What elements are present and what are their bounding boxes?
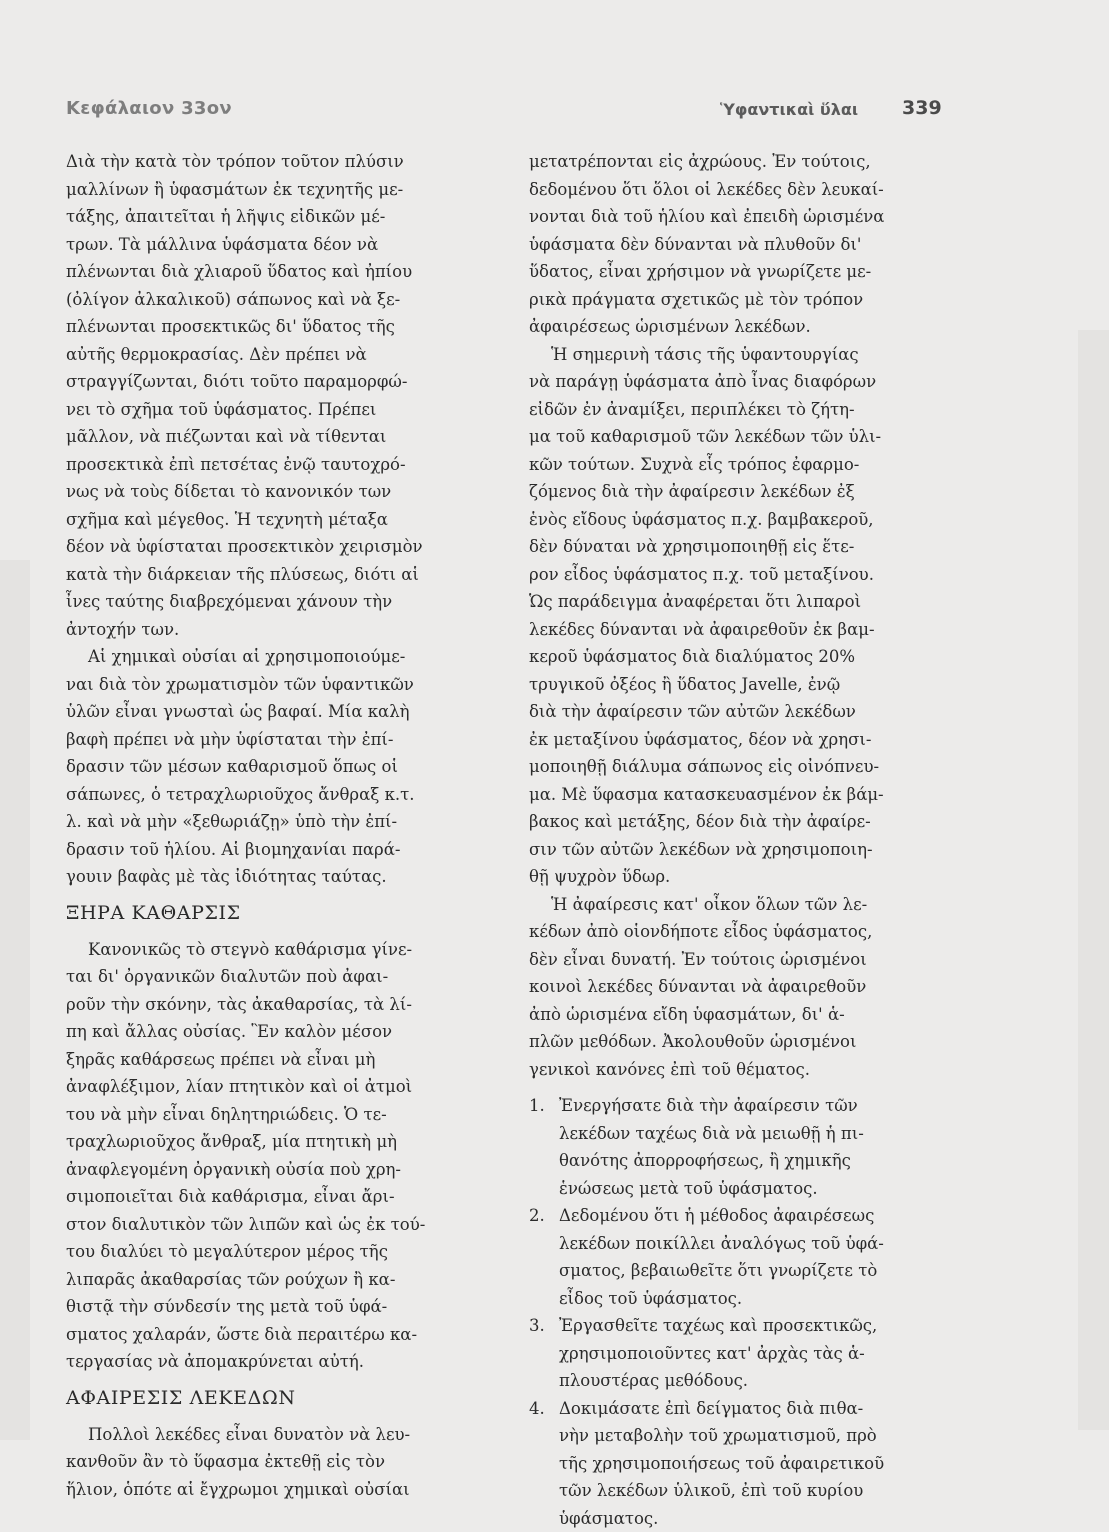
text-line: δέον νὰ ὑφίσταται προσεκτικὸν χειρισμὸν [66,533,476,561]
text-line: νονται διὰ τοῦ ἡλίου καὶ ἐπειδὴ ὡρισμένα [529,203,941,231]
text-line: θανότης ἀπορροφήσεως, ἢ χημικῆς [529,1147,941,1175]
paragraph [66,1421,476,1504]
text-line: τῶν λεκέδων ὑλικοῦ, ἐπὶ τοῦ κυρίου [529,1477,941,1505]
text-line: τρων. Τὰ μάλλινα ὑφάσματα δέον νὰ [66,231,476,259]
text-line: ται δι' ὀργανικῶν διαλυτῶν ποὺ ἀφαι- [66,963,476,991]
text-line: ρον εἶδος ὑφάσματος π.χ. τοῦ μεταξίνου. [529,561,941,589]
text-line: ναι διὰ τὸν χρωματισμὸν τῶν ὑφαντικῶν [66,671,476,699]
text-line: βαφὴ πρέπει νὰ μὴν ὑφίσταται τὴν ἐπί- [66,726,476,754]
paragraph [529,148,941,341]
text-line: χρησιμοποιοῦντες κατ' ἀρχὰς τὰς ἁ- [529,1340,941,1368]
text-line: Κανονικῶς τὸ στεγνὸ καθάρισμα γίνε- [66,936,476,964]
text-line: τάξης, ἀπαιτεῖται ἡ λῆψις εἰδικῶν μέ- [66,203,476,231]
text-line: βακος καὶ μετάξης, δέον διὰ τὴν ἀφαίρε- [529,808,941,836]
text-line: δὲν δύναται νὰ χρησιμοποιηθῇ εἰς ἕτε- [529,533,941,561]
text-line: Ὡς παράδειγμα ἀναφέρεται ὅτι λιπαροὶ [529,588,941,616]
list-item [529,1395,941,1532]
section-heading-dry-cleaning: ΞΗΡΑ ΚΑΘΑΡΣΙΣ [66,896,476,930]
text-line: ἑνώσεως μετὰ τοῦ ὑφάσματος. [529,1175,941,1203]
text-line: σματος, βεβαιωθεῖτε ὅτι γνωρίζετε τὸ [529,1257,941,1285]
text-line: Πολλοὶ λεκέδες εἶναι δυνατὸν νὰ λευ- [66,1421,476,1449]
text-line: ἥλιον, ὁπότε αἱ ἔγχρωμοι χημικαὶ οὐσίαι [66,1476,476,1504]
text-line: θιστᾷ τὴν σύνδεσίν της μετὰ τοῦ ὑφά- [66,1293,476,1321]
text-line: μα. Μὲ ὕφασμα κατασκευασμένον ἐκ βάμ- [529,781,941,809]
paragraph [66,643,476,891]
text-line: σματος χαλαράν, ὥστε διὰ περαιτέρω κα- [66,1321,476,1349]
text-line: λεκέδων ποικίλλει ἀναλόγως τοῦ ὑφά- [529,1230,941,1258]
text-line: αὐτῆς θερμοκρασίας. Δὲν πρέπει νὰ [66,341,476,369]
text-line: ἑνὸς εἴδους ὑφάσματος π.χ. βαμβακεροῦ, [529,506,941,534]
text-line: ὑφάσματος. [529,1505,941,1532]
chapter-header: Κεφάλαιον 33ον [66,98,232,119]
text-line: εἰδῶν ἐν ἀναμίξει, περιπλέκει τὸ ζήτη- [529,396,941,424]
text-line: νὰ παράγῃ ὑφάσματα ἀπὸ ἶνας διαφόρων [529,368,941,396]
text-line: πλένωνται προσεκτικῶς δι' ὕδατος τῆς [66,313,476,341]
text-line: λιπαρᾶς ἀκαθαρσίας τῶν ρούχων ἢ κα- [66,1266,476,1294]
text-line: ρικὰ πράγματα σχετικῶς μὲ τὸν τρόπον [529,286,941,314]
text-line: γουιν βαφὰς μὲ τὰς ἰδιότητας ταύτας. [66,863,476,891]
text-line: κοινοὶ λεκέδες δύνανται νὰ ἀφαιρεθοῦν [529,973,941,1001]
text-line: εἶδος τοῦ ὑφάσματος. [529,1285,941,1313]
text-line: κατὰ τὴν διάρκειαν τῆς πλύσεως, διότι αἱ [66,561,476,589]
text-line: δρασιν τοῦ ἡλίου. Αἱ βιομηχανίαι παρά- [66,836,476,864]
paragraph [66,936,476,1376]
list-item-first-line [529,1202,941,1230]
list-number: 1. [529,1092,545,1120]
section-title: Ὑφαντικαὶ ὕλαι [720,100,858,119]
text-line: ἶνες ταύτης διαβρεχόμεναι χάνουν τὴν [66,588,476,616]
list-number: 4. [529,1395,545,1423]
text-line: σιν τῶν αὐτῶν λεκέδων νὰ χρησιμοποιη- [529,836,941,864]
text-line: ἐκ μεταξίνου ὑφάσματος, δέον νὰ χρησι- [529,726,941,754]
text-line: κεροῦ ὑφάσματος διὰ διαλύματος 20% [529,643,941,671]
paragraph [529,341,941,891]
text-line: νὴν μεταβολὴν τοῦ χρωματισμοῦ, πρὸ [529,1422,941,1450]
text-line: διὰ τὴν ἀφαίρεσιν τῶν αὐτῶν λεκέδων [529,698,941,726]
list-item-first-line [529,1312,941,1340]
text-line: μοποιηθῇ διάλυμα σάπωνος εἰς οἰνόπνευ- [529,753,941,781]
bleed-through-left [0,560,30,1440]
spacer [529,1083,941,1092]
text-line: κανθοῦν ἂν τὸ ὕφασμα ἐκτεθῇ εἰς τὸν [66,1448,476,1476]
text-line: κέδων ἀπὸ οἱονδήποτε εἶδος ὑφάσματος, [529,918,941,946]
text-line: (ὀλίγον ἀλκαλικοῦ) σάπωνος καὶ νὰ ξε- [66,286,476,314]
page-number: 339 [902,97,942,119]
text-line: μα τοῦ καθαρισμοῦ τῶν λεκέδων τῶν ὑλι- [529,423,941,451]
numbered-list [529,1092,941,1532]
text-line: γενικοὶ κανόνες ἐπὶ τοῦ θέματος. [529,1056,941,1084]
text-line: λεκέδες δύνανται νὰ ἀφαιρεθοῦν ἐκ βαμ- [529,616,941,644]
text-line: νει τὸ σχῆμα τοῦ ὑφάσματος. Πρέπει [66,396,476,424]
text-line: ἀπὸ ὡρισμένα εἴδη ὑφασμάτων, δι' ἁ- [529,1001,941,1029]
text-line: Ἐνεργήσατε διὰ τὴν ἀφαίρεσιν τῶν [559,1096,858,1115]
paragraph [529,891,941,1084]
text-line: τραχλωριοῦχος ἄνθραξ, μία πτητικὴ μὴ [66,1128,476,1156]
text-line: νως νὰ τοὺς δίδεται τὸ κανονικόν των [66,478,476,506]
text-line: μετατρέπονται εἰς ἀχρώους. Ἐν τούτοις, [529,148,941,176]
list-item-first-line [529,1092,941,1120]
text-line: μαλλίνων ἢ ὑφασμάτων ἐκ τεχνητῆς με- [66,176,476,204]
paragraph [66,148,476,643]
text-line: ξηρᾶς καθάρσεως πρέπει νὰ εἶναι μὴ [66,1046,476,1074]
text-line: πλῶν μεθόδων. Ἀκολουθοῦν ὡρισμένοι [529,1028,941,1056]
text-line: ὑλῶν εἶναι γνωσταὶ ὡς βαφαί. Μία καλὴ [66,698,476,726]
text-line: ροῦν τὴν σκόνην, τὰς ἀκαθαρσίας, τὰ λί- [66,991,476,1019]
text-line: λεκέδων ταχέως διὰ νὰ μειωθῇ ἡ πι- [529,1120,941,1148]
text-line: σχῆμα καὶ μέγεθος. Ἡ τεχνητὴ μέταξα [66,506,476,534]
text-line: ἀντοχήν των. [66,616,476,644]
text-line: πη καὶ ἄλλας οὐσίας. Ἓν καλὸν μέσον [66,1018,476,1046]
text-line: κῶν τούτων. Συχνὰ εἷς τρόπος ἐφαρμο- [529,451,941,479]
text-line: τρυγικοῦ ὀξέος ἢ ὕδατος Javelle, ἐνῷ [529,671,941,699]
text-line: ἀναφλέξιμον, λίαν πτητικὸν καὶ οἱ ἀτμοὶ [66,1073,476,1101]
list-item [529,1202,941,1312]
list-number: 2. [529,1202,545,1230]
text-line: του διαλύει τὸ μεγαλύτερον μέρος τῆς [66,1238,476,1266]
text-line: ὕδατος, εἶναι χρήσιμον νὰ γνωρίζετε με- [529,258,941,286]
list-item [529,1312,941,1395]
bleed-through-right [1078,330,1109,1430]
list-number: 3. [529,1312,545,1340]
text-line: Διὰ τὴν κατὰ τὸν τρόπον τοῦτον πλύσιν [66,148,476,176]
text-line: Δεδομένου ὅτι ἡ μέθοδος ἀφαιρέσεως [559,1206,874,1225]
text-line: τεργασίας νὰ ἀπομακρύνεται αὐτή. [66,1348,476,1376]
text-line: του νὰ μὴν εἶναι δηλητηριώδεις. Ὁ τε- [66,1101,476,1129]
left-column [66,148,476,1503]
text-line: Ἡ σημερινὴ τάσις τῆς ὑφαντουργίας [529,341,941,369]
text-line: δὲν εἶναι δυνατή. Ἐν τούτοις ὡρισμένοι [529,946,941,974]
text-line: μᾶλλον, νὰ πιέζωνται καὶ νὰ τίθενται [66,423,476,451]
text-line: πλένωνται διὰ χλιαροῦ ὕδατος καὶ ἠπίου [66,258,476,286]
text-line: δεδομένου ὅτι ὅλοι οἱ λεκέδες δὲν λευκαί- [529,176,941,204]
text-line: λ. καὶ νὰ μὴν «ξεθωριάζῃ» ὑπὸ τὴν ἐπί- [66,808,476,836]
text-line: στον διαλυτικὸν τῶν λιπῶν καὶ ὡς ἐκ τού- [66,1211,476,1239]
text-line: Ἐργασθεῖτε ταχέως καὶ προσεκτικῶς, [559,1316,877,1335]
text-line: ἀφαιρέσεως ὡρισμένων λεκέδων. [529,313,941,341]
text-line: ζόμενος διὰ τὴν ἀφαίρεσιν λεκέδων ἐξ [529,478,941,506]
text-line: ὑφάσματα δὲν δύνανται νὰ πλυθοῦν δι' [529,231,941,259]
text-line: Δοκιμάσατε ἐπὶ δείγματος διὰ πιθα- [559,1399,863,1418]
right-column [529,148,941,1532]
list-item [529,1092,941,1202]
text-line: προσεκτικὰ ἐπὶ πετσέτας ἐνῷ ταυτοχρό- [66,451,476,479]
text-line: στραγγίζωνται, διότι τοῦτο παραμορφώ- [66,368,476,396]
text-line: Ἡ ἀφαίρεσις κατ' οἶκον ὅλων τῶν λε- [529,891,941,919]
text-line: πλουστέρας μεθόδους. [529,1367,941,1395]
text-line: σάπωνες, ὁ τετραχλωριοῦχος ἄνθραξ κ.τ. [66,781,476,809]
text-line: ἀναφλεγομένη ὀργανικὴ οὐσία ποὺ χρη- [66,1156,476,1184]
text-line: δρασιν τῶν μέσων καθαρισμοῦ ὅπως οἱ [66,753,476,781]
text-line: θῇ ψυχρὸν ὕδωρ. [529,863,941,891]
text-line: τῆς χρησιμοποιήσεως τοῦ ἀφαιρετικοῦ [529,1450,941,1478]
text-line: Αἱ χημικαὶ οὐσίαι αἱ χρησιμοποιούμε- [66,643,476,671]
section-heading-stain-removal: ΑΦΑΙΡΕΣΙΣ ΛΕΚΕΔΩΝ [66,1381,476,1415]
list-item-first-line [529,1395,941,1423]
text-line: σιμοποιεῖται διὰ καθάρισμα, εἶναι ἄρι- [66,1183,476,1211]
